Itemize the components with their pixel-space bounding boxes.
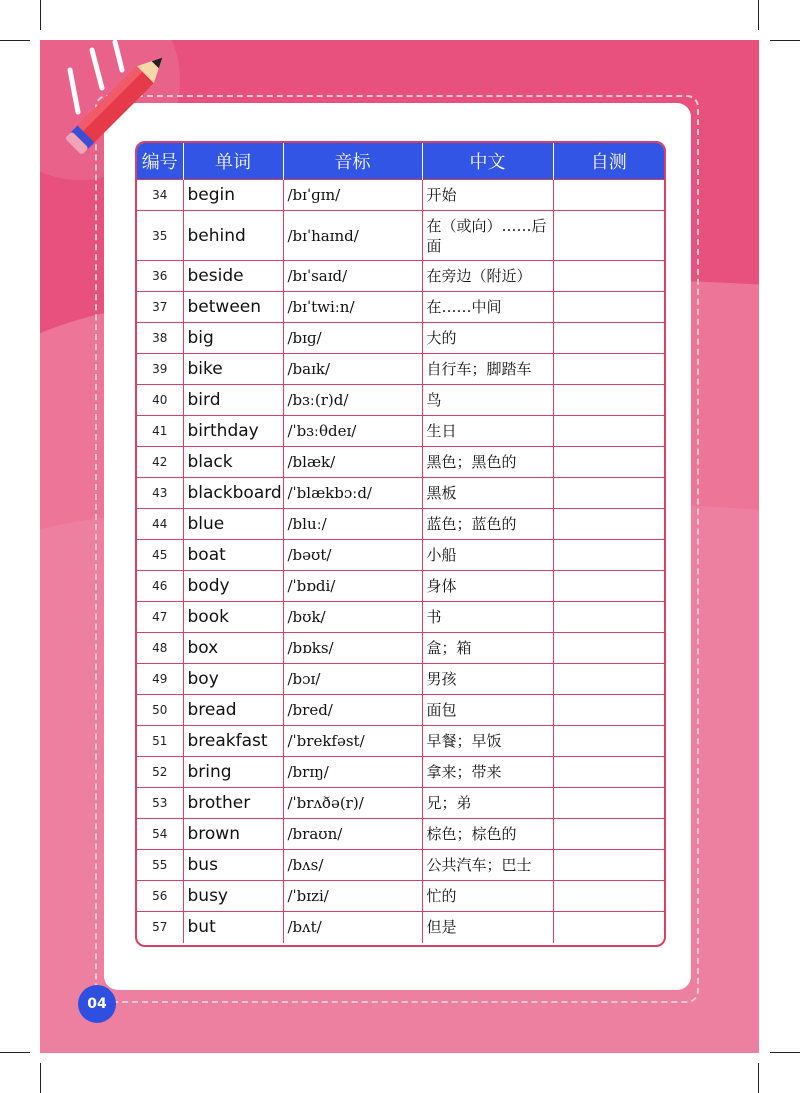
crop-mark	[0, 1052, 30, 1053]
row-word: boy	[183, 664, 283, 695]
table-row	[137, 571, 664, 602]
table-row	[137, 180, 664, 211]
row-chinese: 在旁边（附近）	[422, 261, 553, 292]
row-number: 42	[137, 447, 183, 478]
row-self-test[interactable]	[553, 881, 664, 912]
row-phonetic: /bɪˈɡɪn/	[283, 180, 422, 211]
row-number: 46	[137, 571, 183, 602]
table-row	[137, 478, 664, 509]
row-self-test[interactable]	[553, 912, 664, 943]
row-number: 56	[137, 881, 183, 912]
row-word: book	[183, 602, 283, 633]
row-self-test[interactable]	[553, 416, 664, 447]
row-phonetic: /ˈbrʌðə(r)/	[283, 788, 422, 819]
row-phonetic: /bɜː(r)d/	[283, 385, 422, 416]
row-phonetic: /bʊk/	[283, 602, 422, 633]
row-word: bike	[183, 354, 283, 385]
row-number: 37	[137, 292, 183, 323]
table-row	[137, 354, 664, 385]
row-chinese: 男孩	[422, 664, 553, 695]
row-number: 55	[137, 850, 183, 881]
row-number: 43	[137, 478, 183, 509]
row-self-test[interactable]	[553, 664, 664, 695]
row-self-test[interactable]	[553, 447, 664, 478]
row-phonetic: /blæk/	[283, 447, 422, 478]
row-chinese: 自行车；脚踏车	[422, 354, 553, 385]
crop-mark	[770, 1052, 800, 1053]
row-number: 35	[137, 211, 183, 261]
row-phonetic: /ˈblækbɔːd/	[283, 478, 422, 509]
table-row	[137, 633, 664, 664]
row-phonetic: /bɪˈsaɪd/	[283, 261, 422, 292]
row-self-test[interactable]	[553, 261, 664, 292]
table-row	[137, 695, 664, 726]
row-phonetic: /bred/	[283, 695, 422, 726]
table-row	[137, 447, 664, 478]
table-row	[137, 509, 664, 540]
row-word: busy	[183, 881, 283, 912]
row-phonetic: /bʌs/	[283, 850, 422, 881]
row-chinese: 书	[422, 602, 553, 633]
row-word: big	[183, 323, 283, 354]
row-number: 39	[137, 354, 183, 385]
row-phonetic: /ˈbɜːθdeɪ/	[283, 416, 422, 447]
header-chinese: 中文	[422, 143, 553, 180]
row-chinese: 公共汽车；巴士	[422, 850, 553, 881]
row-word: brother	[183, 788, 283, 819]
row-number: 45	[137, 540, 183, 571]
row-number: 48	[137, 633, 183, 664]
row-phonetic: /ˈbɪzi/	[283, 881, 422, 912]
row-self-test[interactable]	[553, 478, 664, 509]
row-word: bread	[183, 695, 283, 726]
row-word: blue	[183, 509, 283, 540]
row-phonetic: /ˈbɒdi/	[283, 571, 422, 602]
row-word: boat	[183, 540, 283, 571]
table-row	[137, 292, 664, 323]
row-self-test[interactable]	[553, 211, 664, 261]
row-word: black	[183, 447, 283, 478]
table-row	[137, 788, 664, 819]
row-number: 47	[137, 602, 183, 633]
row-phonetic: /bəʊt/	[283, 540, 422, 571]
row-phonetic: /bɒks/	[283, 633, 422, 664]
row-number: 51	[137, 726, 183, 757]
row-self-test[interactable]	[553, 602, 664, 633]
row-phonetic: /baɪk/	[283, 354, 422, 385]
row-chinese: 但是	[422, 912, 553, 943]
crop-mark	[758, 0, 759, 30]
row-phonetic: /brɪŋ/	[283, 757, 422, 788]
row-number: 50	[137, 695, 183, 726]
header-word: 单词	[183, 143, 283, 180]
row-word: begin	[183, 180, 283, 211]
crop-mark	[0, 40, 30, 41]
table-row	[137, 540, 664, 571]
table-row	[137, 385, 664, 416]
row-self-test[interactable]	[553, 292, 664, 323]
row-self-test[interactable]	[553, 726, 664, 757]
row-word: beside	[183, 261, 283, 292]
row-chinese: 面包	[422, 695, 553, 726]
row-chinese: 忙的	[422, 881, 553, 912]
row-chinese: 蓝色；蓝色的	[422, 509, 553, 540]
row-phonetic: /bʌt/	[283, 912, 422, 943]
row-self-test[interactable]	[553, 540, 664, 571]
row-self-test[interactable]	[553, 850, 664, 881]
row-self-test[interactable]	[553, 180, 664, 211]
row-word: between	[183, 292, 283, 323]
table-row	[137, 726, 664, 757]
row-phonetic: /bɪɡ/	[283, 323, 422, 354]
row-number: 52	[137, 757, 183, 788]
row-chinese: 生日	[422, 416, 553, 447]
row-phonetic: /bɔɪ/	[283, 664, 422, 695]
row-number: 57	[137, 912, 183, 943]
row-word: breakfast	[183, 726, 283, 757]
row-phonetic: /bɪˈtwiːn/	[283, 292, 422, 323]
row-number: 54	[137, 819, 183, 850]
row-word: body	[183, 571, 283, 602]
row-phonetic: /ˈbrekfəst/	[283, 726, 422, 757]
row-word: birthday	[183, 416, 283, 447]
row-chinese: 黑色；黑色的	[422, 447, 553, 478]
row-self-test[interactable]	[553, 509, 664, 540]
row-chinese: 早餐；早饭	[422, 726, 553, 757]
row-chinese: 盒；箱	[422, 633, 553, 664]
row-word: behind	[183, 211, 283, 261]
table-row	[137, 211, 664, 261]
table-header-row	[137, 143, 664, 180]
row-number: 40	[137, 385, 183, 416]
table-row	[137, 261, 664, 292]
table-row	[137, 602, 664, 633]
row-chinese: 黑板	[422, 478, 553, 509]
row-word: bus	[183, 850, 283, 881]
table-row	[137, 323, 664, 354]
row-self-test[interactable]	[553, 323, 664, 354]
row-number: 38	[137, 323, 183, 354]
table-row	[137, 881, 664, 912]
vocabulary-table	[135, 141, 666, 947]
row-number: 36	[137, 261, 183, 292]
row-number: 49	[137, 664, 183, 695]
row-number: 44	[137, 509, 183, 540]
row-self-test[interactable]	[553, 571, 664, 602]
row-self-test[interactable]	[553, 788, 664, 819]
row-self-test[interactable]	[553, 354, 664, 385]
row-word: brown	[183, 819, 283, 850]
header-self-test: 自测	[553, 143, 664, 180]
row-self-test[interactable]	[553, 695, 664, 726]
header-phonetic: 音标	[283, 143, 422, 180]
row-phonetic: /bluː/	[283, 509, 422, 540]
table-row	[137, 912, 664, 943]
row-self-test[interactable]	[553, 385, 664, 416]
row-self-test[interactable]	[553, 633, 664, 664]
row-chinese: 身体	[422, 571, 553, 602]
header-number: 编号	[137, 143, 183, 180]
row-chinese: 小船	[422, 540, 553, 571]
crop-mark	[770, 40, 800, 41]
row-chinese: 大的	[422, 323, 553, 354]
row-chinese: 鸟	[422, 385, 553, 416]
row-word: bird	[183, 385, 283, 416]
row-chinese: 在（或向）……后面	[422, 211, 553, 261]
table-row	[137, 664, 664, 695]
page-number-badge: 04	[78, 985, 116, 1023]
row-chinese: 棕色；棕色的	[422, 819, 553, 850]
row-chinese: 兄；弟	[422, 788, 553, 819]
row-number: 41	[137, 416, 183, 447]
row-phonetic: /braʊn/	[283, 819, 422, 850]
row-self-test[interactable]	[553, 757, 664, 788]
row-word: bring	[183, 757, 283, 788]
table-row	[137, 850, 664, 881]
table-row	[137, 757, 664, 788]
crop-mark	[758, 1063, 759, 1093]
crop-mark	[40, 1063, 41, 1093]
row-word: box	[183, 633, 283, 664]
table-row	[137, 416, 664, 447]
table-row	[137, 819, 664, 850]
row-word: blackboard	[183, 478, 283, 509]
row-chinese: 拿来；带来	[422, 757, 553, 788]
row-number: 34	[137, 180, 183, 211]
row-chinese: 开始	[422, 180, 553, 211]
row-phonetic: /bɪˈhaɪnd/	[283, 211, 422, 261]
row-self-test[interactable]	[553, 819, 664, 850]
row-number: 53	[137, 788, 183, 819]
crop-mark	[40, 0, 41, 30]
row-word: but	[183, 912, 283, 943]
row-chinese: 在……中间	[422, 292, 553, 323]
